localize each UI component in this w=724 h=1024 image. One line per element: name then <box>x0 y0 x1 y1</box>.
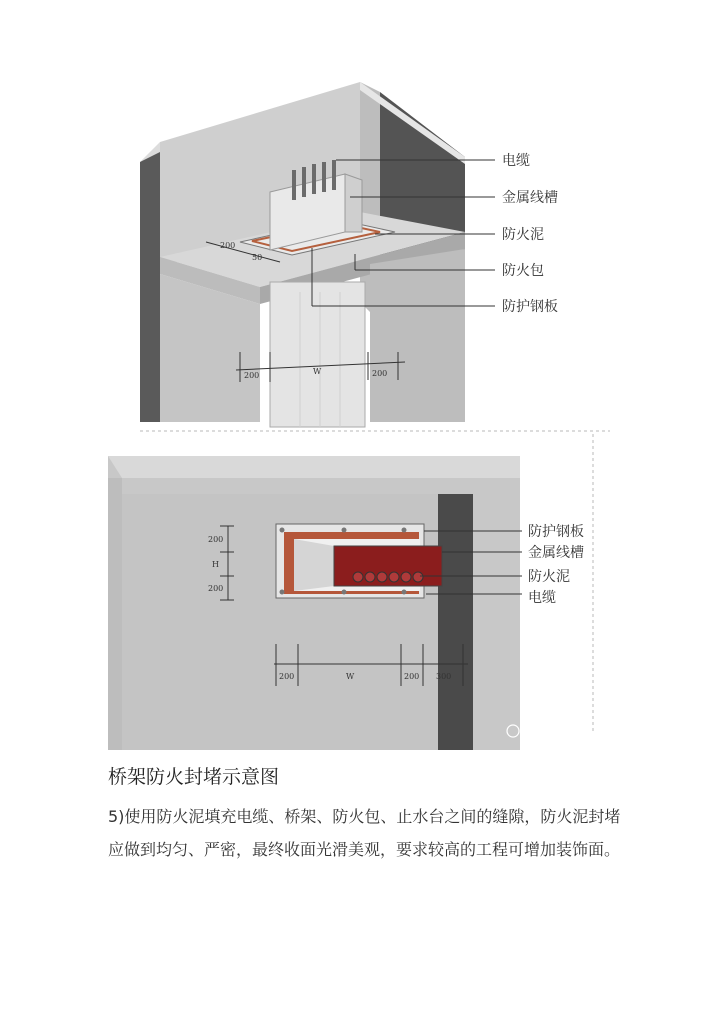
figure-caption: 桥架防火封堵示意图 <box>108 766 280 788</box>
label-fire-bag: 防火包 <box>502 263 544 279</box>
label-steel-plate: 防护钢板 <box>502 299 558 315</box>
dim-left-200: 200 <box>244 371 260 380</box>
dim-h-w: W <box>346 672 355 681</box>
label-fire-putty-2: 防火泥 <box>528 569 570 585</box>
dim-h-200-right: 200 <box>404 672 420 681</box>
wall-penetration-diagram <box>108 434 598 750</box>
dim-slab-200: 200 <box>220 241 236 250</box>
label-cable: 电缆 <box>502 153 530 169</box>
label-fire-putty: 防火泥 <box>502 227 544 243</box>
watermark: 机电人脉 <box>524 724 573 738</box>
label-cable-2: 电缆 <box>528 590 556 606</box>
dim-h-300: 300 <box>436 672 452 681</box>
dim-v-200-bottom: 200 <box>208 584 224 593</box>
label-steel-plate-2: 防护钢板 <box>528 524 584 540</box>
dim-right-200: 200 <box>372 369 388 378</box>
dim-width-w: W <box>313 367 322 376</box>
dim-v-h: H <box>212 560 219 569</box>
label-metal-trunking-2: 金属线槽 <box>528 545 584 561</box>
floor-penetration-diagram <box>140 82 610 432</box>
body-paragraph: 5)使用防火泥填充电缆、桥架、防火包、止水台之间的缝隙，防火泥封堵应做到均匀、严密，最终收面光滑美观，要求较高的工程可增加装饰面。 <box>108 807 621 859</box>
dim-slab-50: 50 <box>252 253 263 262</box>
dim-h-200-left: 200 <box>279 672 295 681</box>
dim-v-200-top: 200 <box>208 535 224 544</box>
label-metal-trunking: 金属线槽 <box>502 190 558 206</box>
